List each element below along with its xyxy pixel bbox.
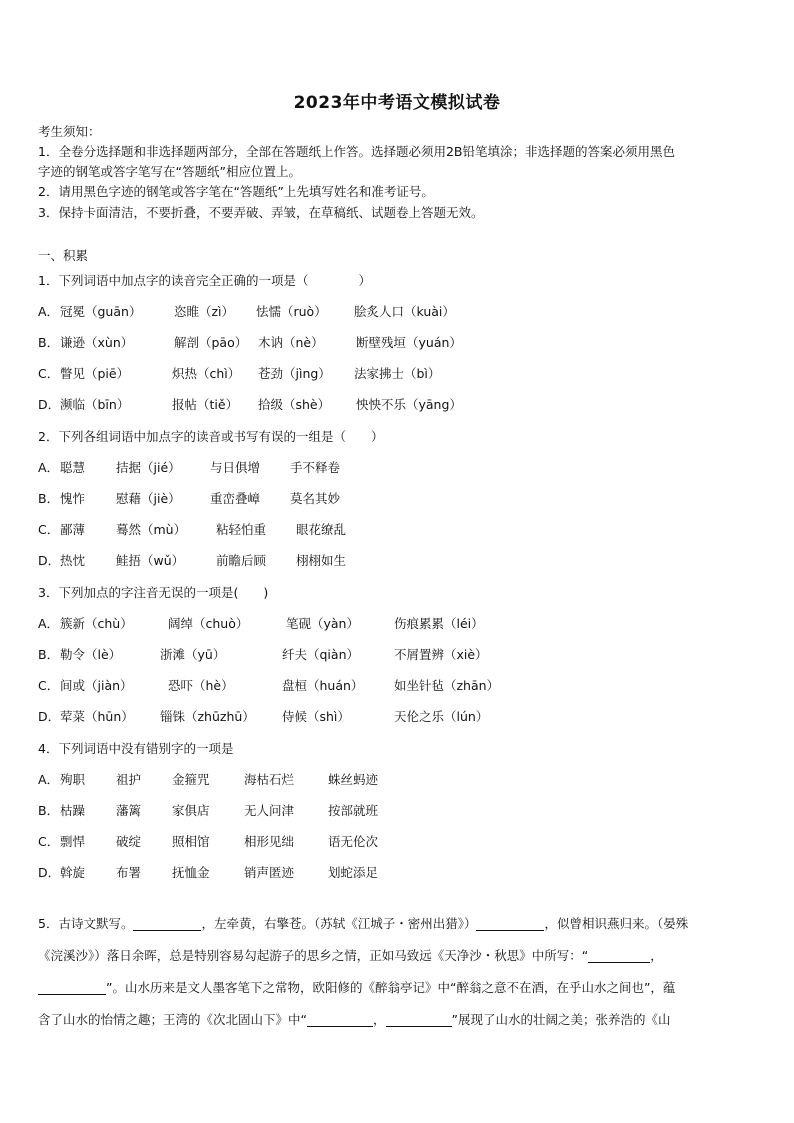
q5-line-4: 含了山水的怡情之趣；王湾的《次北固山下》中“ ， ”展现了山水的壮阔之美；张养浩的《山 [38, 1012, 671, 1027]
q5-line-3: ”。山水历来是文人墨客笔下之常物，欧阳修的《醉翁亭记》中“醉翁之意不在酒，在乎山水之间也”，蕴 [38, 978, 675, 996]
q3-option-d: D．荤菜（hūn） 锱铢（zhūzhū） 侍候（shì） 天伦之乐（lún） [38, 709, 489, 724]
answer-blank[interactable] [307, 1012, 373, 1027]
q4-option-d: D．斡旋 布署 抚恤金 销声匿迹 划蛇添足 [38, 865, 379, 880]
notice-item-3: 3．保持卡面清洁，不要折叠，不要弄破、弄皱，在草稿纸、试题卷上答题无效。 [38, 205, 484, 220]
q2-option-c: C．鄙薄 蓦然（mù） 粘轻怕重 眼花缭乱 [38, 522, 347, 537]
page-title: 2023年中考语文模拟试卷 [293, 93, 501, 113]
q3-option-b: B．勒令（lè） 浙滩（yū） 纤夫（qiàn） 不屑置辨（xiè） [38, 647, 488, 662]
q1-option-c: C．瞥见（piē） 炽热（chì） 苍劲（jìng） 法家拂士（bì） [38, 366, 441, 381]
q5-line-1: 5．古诗文默写。 ，左牵黄，右擎苍。（苏轼《江城子・密州出猎》） ，似曾相识燕归来。（晏殊 [38, 916, 689, 931]
answer-blank[interactable] [38, 980, 106, 995]
notice-item-1a: 1．全卷分选择题和非选择题两部分，全部在答题纸上作答。选择题必须用2B铅笔填涂；非选择题的答案必须用黑色 [38, 144, 675, 159]
notice-item-2: 2．请用黑色字迹的钢笔或答字笔在“答题纸”上先填写姓名和准考证号。 [38, 184, 434, 199]
question-2-stem: 2．下列各组词语中加点字的读音或书写有误的一组是（ ） [38, 429, 384, 444]
q3-option-a: A．簇新（chù） 阔绰（chuò） 笔砚（yàn） 伤痕累累（léi） [38, 616, 484, 631]
q4-option-a: A．殉职 祖护 金箍咒 海枯石烂 蛛丝蚂迹 [38, 772, 379, 787]
q2-option-b: B．愧怍 慰藉（jiè） 重峦叠嶂 莫名其妙 [38, 491, 341, 506]
question-1-stem: 1．下列词语中加点字的读音完全正确的一项是（ ） [38, 273, 371, 288]
q2-option-a: A．聪慧 拮据（jié） 与日俱增 手不释卷 [38, 460, 341, 475]
answer-blank[interactable] [476, 916, 544, 931]
q2-option-d: D．热忱 鲑捂（wǔ） 前瞻后顾 栩栩如生 [38, 553, 347, 568]
notice-item-1b: 字迹的钢笔或答字笔写在“答题纸”相应位置上。 [38, 164, 301, 179]
section-heading: 一、积累 [38, 248, 89, 263]
q5-line-2: 《浣溪沙》）落日余晖，总是特别容易勾起游子的思乡之情，正如马致远《天净沙・秋思》中所写：“ ， [38, 948, 663, 963]
q1-option-a: A．冠冕（guān） 恣睢（zì） 怯懦（ruò） 脍炙人口（kuài） [38, 304, 455, 319]
q1-option-d: D．濒临（bīn） 报帖（tiě） 拾级（shè） 怏怏不乐（yāng） [38, 397, 462, 412]
q4-option-c: C．剽悍 破绽 照相馆 相形见绌 语无伦次 [38, 834, 379, 849]
q1-option-b: B．谦逊（xùn） 解剖（pāo） 木讷（nè） 断壁残垣（yuán） [38, 335, 462, 350]
q3-option-c: C．间或（jiàn） 恐吓（hè） 盘桓（huán） 如坐针毡（zhān） [38, 678, 500, 693]
question-4-stem: 4．下列词语中没有错别字的一项是 [38, 741, 234, 756]
question-3-stem: 3．下列加点的字注音无误的一项是( ) [38, 585, 269, 600]
notice-heading: 考生须知： [38, 124, 101, 139]
answer-blank[interactable] [386, 1012, 452, 1027]
answer-blank[interactable] [588, 948, 650, 963]
q4-option-b: B．枯躁 藩篱 家俱店 无人问津 按部就班 [38, 803, 379, 818]
answer-blank[interactable] [133, 916, 201, 931]
